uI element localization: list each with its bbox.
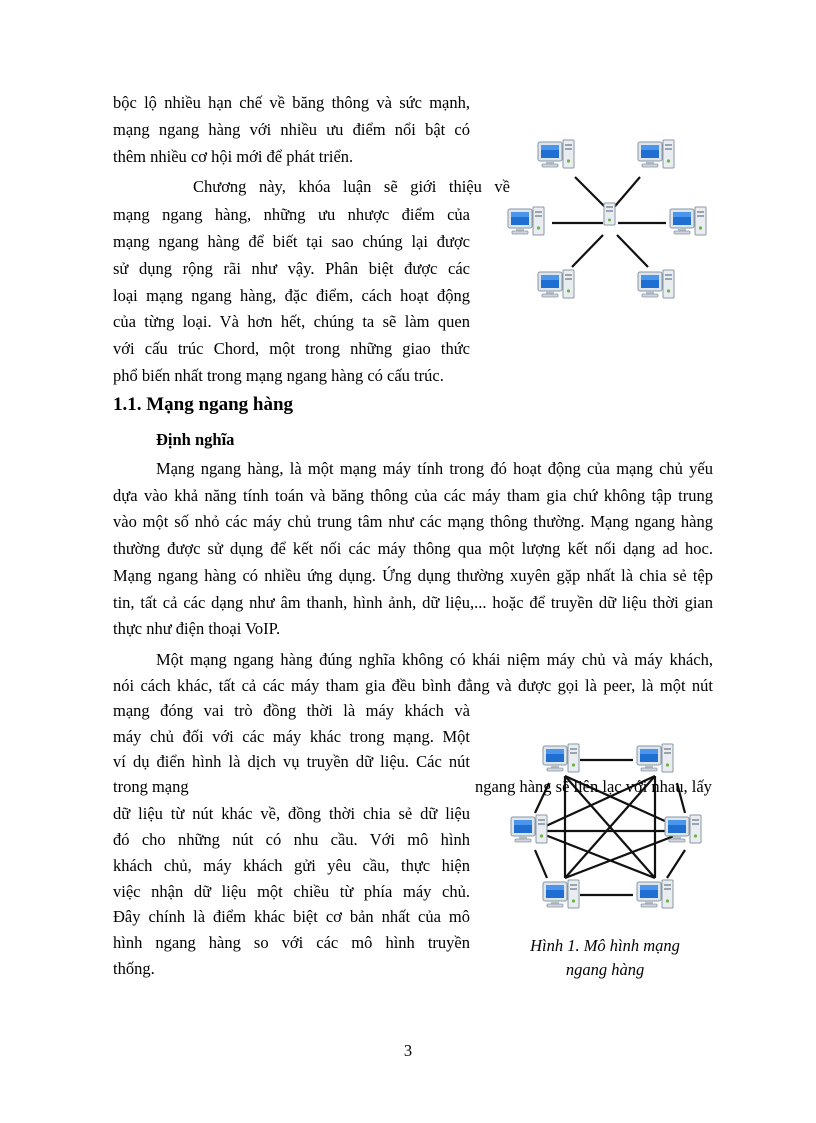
section-heading: 1.1. Mạng ngang hàng (113, 394, 294, 415)
computer-icon (538, 140, 574, 168)
para2-line: Đây chính là điểm khác biệt cơ bản nhất của mô (113, 907, 470, 926)
intro-line: loại mạng ngang hàng, đặc điểm, cách hoạt động (113, 286, 470, 305)
para1-line: thường được sử dụng để kết nối các máy thông qua một lượng kết nối dạng ad hoc. (113, 539, 713, 558)
intro-line: thêm nhiều cơ hội mới để phát triển. (113, 147, 354, 166)
intro-line: với cấu trúc Chord, một trong những giao thức (113, 339, 470, 358)
para2-line: thống. (113, 959, 155, 978)
figure-caption-line: ngang hàng (565, 960, 645, 979)
subsection-heading: Định nghĩa (156, 430, 235, 449)
para2-line: trong mạng (113, 777, 189, 796)
para1-line: vào một số nhỏ các máy chủ trung tâm như các mạng thông thường. Mạng ngang hàng (113, 512, 713, 531)
computer-icon (665, 815, 701, 843)
figure-caption (510, 934, 700, 982)
intro-line: mạng ngang hàng với nhiều ưu điểm nổi bật có (113, 120, 470, 139)
para2-line: ngang hàng sẽ liên lạc với nhau, lấy (475, 777, 712, 796)
intro-line: của từng loại. Và hơn hết, chúng ta sẽ làm quen (113, 312, 470, 331)
intro-line: sử dụng rộng rãi như vậy. Phân biệt được các (113, 259, 470, 278)
computer-icon (538, 270, 574, 298)
computer-icon (670, 207, 706, 235)
intro-line: mạng ngang hàng để biết tại sao chúng lại được (113, 232, 470, 251)
figure-caption-line: Hình 1. Mô hình mạng (530, 936, 680, 955)
computer-icon (543, 880, 579, 908)
para1-line: tin, tất cả các dạng như âm thanh, hình ảnh, dữ liệu,... hoặc để truyền dữ liệu thời gian (113, 593, 713, 612)
computer-icon (638, 140, 674, 168)
para2-line: dữ liệu từ nút khác về, đồng thời chia sẻ dữ liệu (113, 804, 470, 823)
computer-icon (511, 815, 547, 843)
mesh-network-diagram (505, 738, 720, 916)
para2-line: nói cách khác, tất cả các máy tham gia đều bình đẳng và được gọi là peer, là một nút (113, 676, 713, 695)
para1-line: dựa vào khả năng tính toán và băng thông của các máy tham gia chứ không tập trung (113, 486, 713, 505)
computer-icon (637, 880, 673, 908)
computer-icon (637, 744, 673, 772)
para2-line: hình ngang hàng so với các mô hình truyền (113, 933, 470, 952)
intro-line: Chương này, khóa luận sẽ giới thiệu về (193, 177, 510, 196)
para2-line: ví dụ điển hình là dịch vụ truyền dữ liệu. Các nút (113, 752, 470, 771)
computer-icon (508, 207, 544, 235)
server-icon (604, 203, 615, 225)
computer-icon (638, 270, 674, 298)
para2-line: đó cho những nút có nhu cầu. Với mô hình (113, 830, 470, 849)
computer-icon (543, 744, 579, 772)
para2-line: mạng đóng vai trò đồng thời là máy khách và (113, 701, 470, 720)
para2-line: việc nhận dữ liệu một chiều từ phía máy chủ. (113, 882, 470, 901)
para1-line: thực như điện thoại VoIP. (113, 619, 281, 638)
intro-line: bộc lộ nhiều hạn chế về băng thông và sức mạnh, (113, 93, 470, 112)
para2-line: Một mạng ngang hàng đúng nghĩa không có khái niệm máy chủ và máy khách, (156, 650, 713, 669)
intro-line: mạng ngang hàng, những ưu nhược điểm của (113, 205, 470, 224)
intro-line: phổ biến nhất trong mạng ngang hàng có cấu trúc. (113, 366, 444, 385)
para1-line: Mạng ngang hàng có nhiều ứng dụng. Ứng dụng thường xuyên gặp nhất là chia sẻ tệp (113, 566, 713, 585)
para2-line: khách chủ, máy khách gửi yêu cầu, thực hiện (113, 856, 470, 875)
para1-line: Mạng ngang hàng, là một mạng máy tính trong đó hoạt động của mạng chủ yếu (156, 459, 713, 478)
star-network-diagram (500, 135, 720, 310)
para2-line: máy chủ đối với các máy khác trong mạng. Một (113, 727, 470, 746)
page-number: 3 (403, 1041, 413, 1060)
